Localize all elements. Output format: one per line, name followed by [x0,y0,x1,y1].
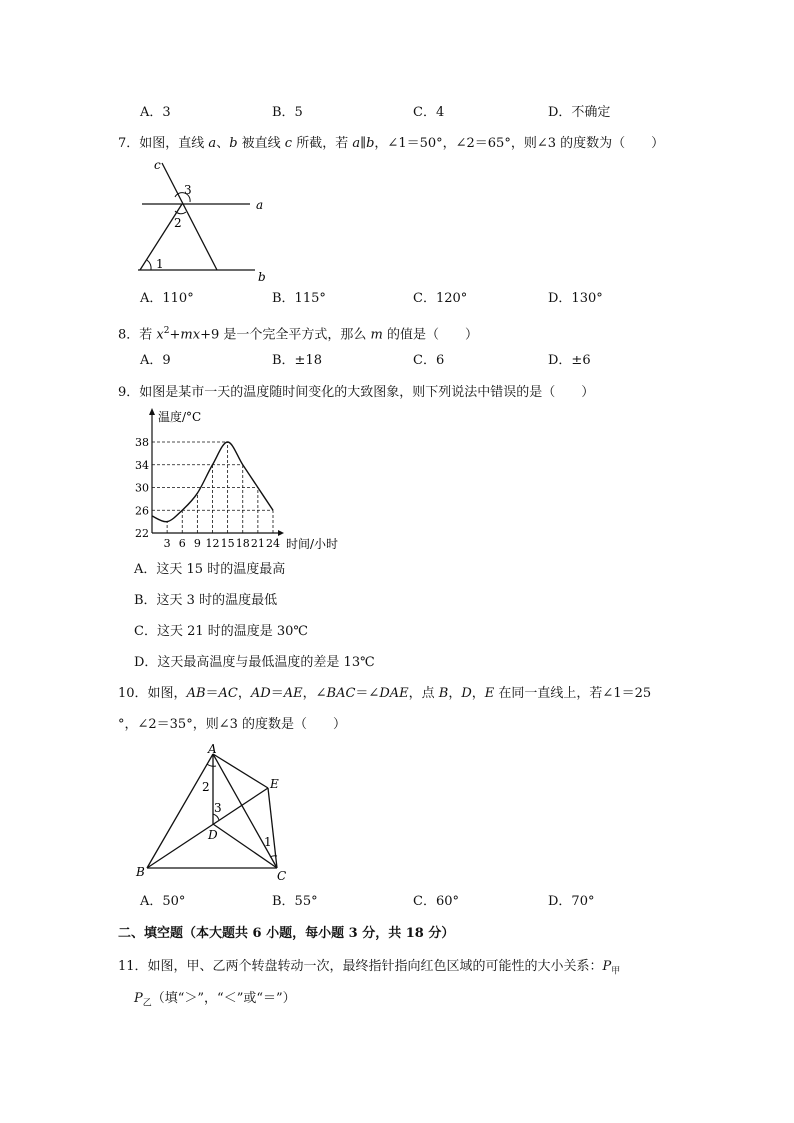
q11-text: 11．如图，甲、乙两个转盘转动一次，最终指针指向红色区域的可能性的大小关系： [118,959,603,974]
line-c [162,163,217,270]
q9-option-b: B．这天 3 时的温度最低 [134,593,278,608]
label-1: 1 [264,835,272,849]
q11-sub-yi: 乙 [142,998,152,1009]
y-tick-label: 34 [135,458,149,472]
q10-option-d: D．70° [548,894,595,909]
label-c: c [154,158,161,172]
q7-option-d: D．130° [548,291,603,306]
label-A: A [208,742,217,756]
q6-option-a: A．3 [140,105,171,120]
q8-text-4: 的值是（ ） [382,327,478,343]
q10-text-1: 如图， [147,686,187,701]
y-tick-label: 22 [135,527,149,540]
q11-question-line2 [134,990,296,1013]
q7-var-b: b [229,136,238,151]
q7-sep: 、 [216,136,230,151]
q10-text-2: 在同一直线上，若∠1＝25 [494,686,652,701]
q10-question-line2: °，∠2＝35°，则∠3 的度数是（ ） [118,717,347,732]
x-tick-label: 6 [178,537,186,550]
label-2: 2 [202,780,210,794]
label-C: C [277,869,287,883]
q10-comma4: ， [448,686,462,701]
x-tick-label: 24 [266,537,280,550]
label-E: E [270,777,279,791]
q8-option-d: D．±6 [548,353,591,368]
q10-seg-ab: AB [186,686,206,701]
q11-fill-hint: （填“＞”，“＜”或“＝”） [151,991,296,1006]
q10-option-a: A．50° [140,894,186,909]
q10-eq3: ＝∠ [355,686,380,701]
q9-option-c: C．这天 21 时的温度是 30℃ [134,624,308,639]
q11-p-jia: P [602,959,612,974]
q10-angle-dae: DAE [379,686,409,701]
q7-option-a: A．110° [140,291,194,306]
q6-option-b: B．5 [272,105,303,120]
x-tick-label: 15 [220,537,235,550]
q6-option-d: D．不确定 [548,105,611,120]
q7-text-4: ，∠1＝50°，∠2＝65°，则∠3 的度数为（ ） [374,136,665,151]
q10-question-line1 [118,685,651,703]
q8-text-3: +9 是一个完全平方式，那么 [200,327,371,343]
x-axis-arrow [278,530,284,536]
q7-option-c: C．120° [413,291,468,306]
q7-var-c: c [284,136,293,151]
q10-text-points: ，点 [408,686,439,701]
q10-option-c: C．60° [413,894,459,909]
q7-text-1: 如图，直线 [139,136,209,151]
label-2: 2 [174,216,182,230]
x-tick-label: 12 [205,537,220,550]
segment-ab [147,754,213,868]
x-tick-label: 9 [193,537,201,550]
q10-seg-ac: AC [218,686,238,701]
q8-question [118,322,478,344]
x-tick-label: 3 [163,537,171,550]
q10-point-e: E [484,686,495,701]
label-1: 1 [156,257,164,271]
q8-var-x: x [156,327,164,343]
chart-y-axis-label: 温度/°C [158,410,202,424]
q7-parallel: a∥b [352,136,375,151]
q8-number: 8． [118,327,140,343]
x-tick-label: 18 [235,537,250,550]
q10-number: 10． [118,686,148,701]
q11-p-yi: P [134,991,143,1006]
q9-temperature-chart [128,403,358,555]
segment-ac [213,754,277,868]
angle-1-arc [147,260,151,270]
q7-var-a: a [208,136,217,151]
y-tick-label: 38 [135,436,149,449]
q8-option-c: C．6 [413,353,445,368]
q10-figure [130,740,300,888]
q8-exponent: 2 [163,326,170,336]
q8-var-m: m [370,327,383,343]
q10-option-b: B．55° [272,894,318,909]
q10-comma5: ， [471,686,485,701]
label-B: B [136,865,145,879]
q10-angle-bac: BAC [326,686,356,701]
section-2-title: 二、填空题（本大题共 6 小题，每小题 3 分，共 18 分） [118,926,455,941]
q7-text-3: 所截，若 [292,136,353,151]
label-D: D [208,828,218,842]
q8-plus: + [169,327,181,343]
label-3: 3 [214,801,222,815]
q7-text-2: 被直线 [237,136,285,151]
q7-question [118,135,664,153]
q7-figure [130,155,280,287]
label-a: a [256,198,264,212]
q10-eq1: ＝ [205,686,219,701]
q10-comma2: ，∠ [302,686,327,701]
q9-option-a: A．这天 15 时的温度最高 [134,562,286,577]
q10-seg-ae: AE [283,686,303,701]
label-b: b [258,270,266,284]
chart-layer [135,408,284,550]
q8-var-mx: mx [180,327,201,343]
q8-text-1: 若 [139,327,157,343]
q10-point-b: B [438,686,449,701]
q9-question: 9．如图是某市一天的温度随时间变化的大致图象，则下列说法中错误的是（ ） [118,385,595,400]
q10-eq2: ＝ [270,686,284,701]
q11-question-line1 [118,958,620,981]
label-3: 3 [184,183,192,197]
chart-x-axis-label: 时间/小时 [286,537,339,551]
q8-option-a: A．9 [140,353,171,368]
q7-option-b: B．115° [272,291,326,306]
q6-option-c: C．4 [413,105,445,120]
y-axis-arrow [149,408,155,415]
q7-number: 7． [118,136,140,151]
y-tick-label: 26 [135,504,149,518]
y-tick-label: 30 [135,481,149,495]
x-tick-label: 21 [250,537,265,550]
segment-ae [213,754,268,788]
q10-comma1: ， [237,686,251,701]
angle-2-arc [207,764,216,766]
q9-option-d: D．这天最高温度与最低温度的差是 13℃ [134,655,375,670]
q10-point-d: D [461,686,472,701]
q10-seg-ad: AD [250,686,271,701]
q11-sub-jia: 甲 [611,966,621,977]
q8-option-b: B．±18 [272,353,322,368]
